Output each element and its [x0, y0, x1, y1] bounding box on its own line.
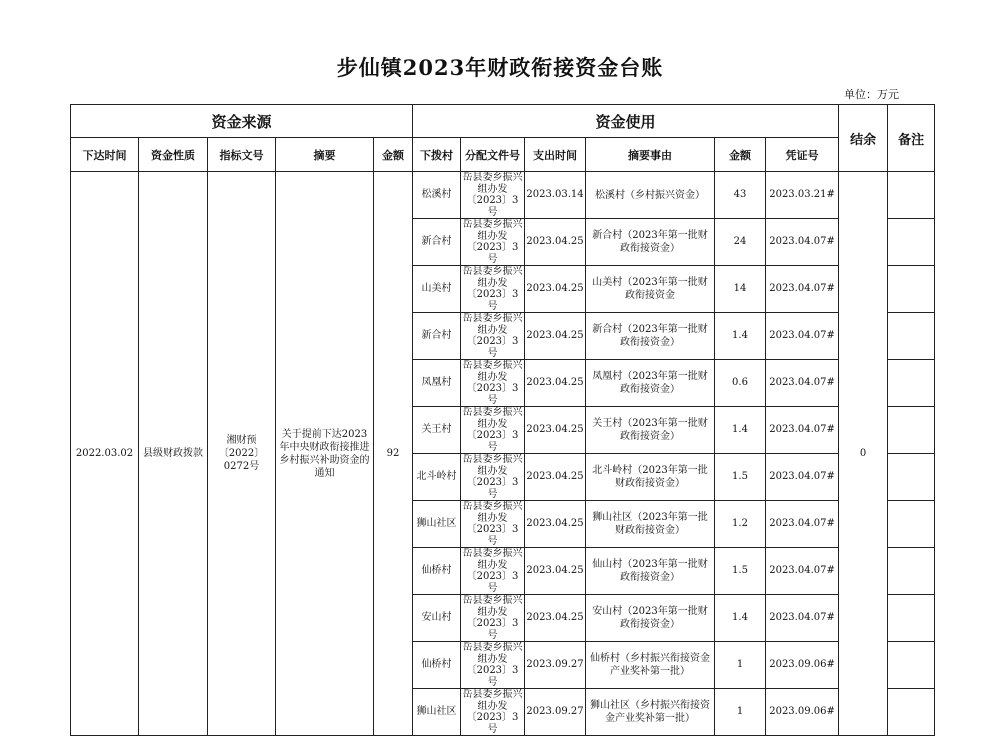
doc-cell: 岳县委乡振兴组办发〔2023〕3号: [462, 172, 523, 218]
doc-cell: 岳县委乡振兴组办发〔2023〕3号: [462, 501, 523, 547]
date-cell: 2023.09.27: [525, 689, 586, 736]
reason-cell: 新合村（2023年第一批财政衔接资金）: [586, 219, 715, 266]
doc-cell: 岳县委乡振兴组办发〔2023〕3号: [462, 454, 523, 500]
col-header: 金额: [715, 138, 766, 172]
date-cell: 2023.04.25: [525, 313, 586, 360]
source-summary: 关于提前下达2023年中央财政衔接推进乡村振兴补助资金的通知: [276, 172, 374, 736]
village-cell: 狮山社区: [413, 689, 461, 736]
date-cell: 2023.04.25: [525, 360, 586, 407]
col-header: 下达时间: [71, 138, 139, 172]
date-cell: 2023.09.27: [525, 642, 586, 689]
reason-cell: 关王村（2023年第一批财政衔接资金）: [586, 407, 715, 454]
amount-cell: 1.5: [715, 454, 766, 501]
voucher-cell: 2023.04.07#: [766, 595, 839, 642]
reason-cell: 新合村（2023年第一批财政衔接资金）: [586, 313, 715, 360]
voucher-cell: 2023.04.07#: [766, 266, 839, 313]
reason-cell: 狮山社区（乡村振兴衔接资金产业奖补第一批）: [586, 689, 715, 736]
date-cell: 2023.04.25: [525, 266, 586, 313]
reason-cell: 仙桥村（乡村振兴衔接资金产业奖补第一批）: [586, 642, 715, 689]
remark-cell: [888, 313, 935, 360]
doc-cell: 岳县委乡振兴组办发〔2023〕3号: [462, 313, 523, 359]
voucher-cell: 2023.04.07#: [766, 501, 839, 548]
amount-cell: 1: [715, 642, 766, 689]
voucher-cell: 2023.04.07#: [766, 407, 839, 454]
reason-cell: 凤凰村（2023年第一批财政衔接资金）: [586, 360, 715, 407]
amount-cell: 1: [715, 689, 766, 736]
col-header: 资金性质: [139, 138, 208, 172]
date-cell: 2023.04.25: [525, 454, 586, 501]
col-header: 摘要事由: [586, 138, 715, 172]
ledger-table: [70, 104, 935, 736]
remark-cell: [888, 689, 935, 736]
amount-cell: 1.5: [715, 548, 766, 595]
amount-cell: 14: [715, 266, 766, 313]
doc-cell: 岳县委乡振兴组办发〔2023〕3号: [462, 642, 523, 688]
col-header: 金额: [374, 138, 413, 172]
balance-value: 0: [839, 172, 888, 736]
voucher-cell: 2023.04.07#: [766, 313, 839, 360]
village-cell: 山美村: [413, 266, 461, 313]
village-cell: 松溪村: [413, 172, 461, 219]
col-header: 凭证号: [766, 138, 839, 172]
source-doc: 湘财预〔2022〕0272号: [208, 172, 276, 736]
village-cell: 新合村: [413, 313, 461, 360]
remark-cell: [888, 407, 935, 454]
remark-cell: [888, 219, 935, 266]
date-cell: 2023.03.14: [525, 172, 586, 219]
remark-cell: [888, 172, 935, 219]
doc-cell: 岳县委乡振兴组办发〔2023〕3号: [462, 689, 523, 735]
reason-cell: 北斗岭村（2023年第一批财政衔接资金）: [586, 454, 715, 501]
doc-cell: 岳县委乡振兴组办发〔2023〕3号: [462, 360, 523, 406]
village-cell: 北斗岭村: [413, 454, 461, 501]
col-header: 分配文件号: [461, 138, 525, 172]
doc-cell: 岳县委乡振兴组办发〔2023〕3号: [462, 407, 523, 453]
village-cell: 仙桥村: [413, 548, 461, 595]
remark-cell: [888, 266, 935, 313]
amount-cell: 24: [715, 219, 766, 266]
section-source: 资金来源: [71, 105, 413, 138]
amount-cell: 1.4: [715, 595, 766, 642]
remark-header: 备注: [888, 105, 935, 172]
col-header: 支出时间: [525, 138, 586, 172]
col-header: 摘要: [276, 138, 374, 172]
source-amount: 92: [374, 172, 413, 736]
amount-cell: 1.2: [715, 501, 766, 548]
voucher-cell: 2023.04.07#: [766, 360, 839, 407]
section-use: 资金使用: [413, 105, 839, 138]
date-cell: 2023.04.25: [525, 548, 586, 595]
col-header: 指标文号: [208, 138, 276, 172]
section-header-row: [71, 105, 935, 138]
voucher-cell: 2023.03.21#: [766, 172, 839, 219]
unit-label: 单位：万元: [844, 88, 899, 101]
source-nature: 县级财政拨款: [139, 172, 208, 736]
reason-cell: 松溪村（乡村振兴资金）: [586, 172, 715, 219]
village-cell: 仙桥村: [413, 642, 461, 689]
remark-cell: [888, 360, 935, 407]
date-cell: 2023.04.25: [525, 501, 586, 548]
reason-cell: 安山村（2023年第一批财政衔接资金）: [586, 595, 715, 642]
doc-cell: 岳县委乡振兴组办发〔2023〕3号: [462, 219, 523, 265]
date-cell: 2023.04.25: [525, 595, 586, 642]
reason-cell: 狮山社区（2023年第一批财政衔接资金）: [586, 501, 715, 548]
date-cell: 2023.04.25: [525, 219, 586, 266]
village-cell: 关王村: [413, 407, 461, 454]
remark-cell: [888, 548, 935, 595]
source-date: 2022.03.02: [71, 172, 139, 736]
village-cell: 狮山社区: [413, 501, 461, 548]
doc-cell: 岳县委乡振兴组办发〔2023〕3号: [462, 548, 523, 594]
col-header: 下拨村: [413, 138, 461, 172]
remark-cell: [888, 642, 935, 689]
remark-cell: [888, 501, 935, 548]
village-cell: 凤凰村: [413, 360, 461, 407]
reason-cell: 仙山村（2023年第一批财政衔接资金）: [586, 548, 715, 595]
village-cell: 新合村: [413, 219, 461, 266]
date-cell: 2023.04.25: [525, 407, 586, 454]
table-row: [71, 172, 935, 219]
voucher-cell: 2023.04.07#: [766, 454, 839, 501]
amount-cell: 1.4: [715, 407, 766, 454]
column-header-row: [71, 138, 935, 172]
amount-cell: 0.6: [715, 360, 766, 407]
doc-cell: 岳县委乡振兴组办发〔2023〕3号: [462, 595, 523, 641]
voucher-cell: 2023.09.06#: [766, 642, 839, 689]
amount-cell: 1.4: [715, 313, 766, 360]
voucher-cell: 2023.04.07#: [766, 548, 839, 595]
voucher-cell: 2023.09.06#: [766, 689, 839, 736]
village-cell: 安山村: [413, 595, 461, 642]
reason-cell: 山美村（2023年第一批财政衔接资金: [586, 266, 715, 313]
doc-cell: 岳县委乡振兴组办发〔2023〕3号: [462, 266, 523, 312]
amount-cell: 43: [715, 172, 766, 219]
remark-cell: [888, 595, 935, 642]
remark-cell: [888, 454, 935, 501]
voucher-cell: 2023.04.07#: [766, 219, 839, 266]
balance-header: 结余: [839, 105, 888, 172]
page-title: 步仙镇2023年财政衔接资金台账: [336, 55, 664, 80]
